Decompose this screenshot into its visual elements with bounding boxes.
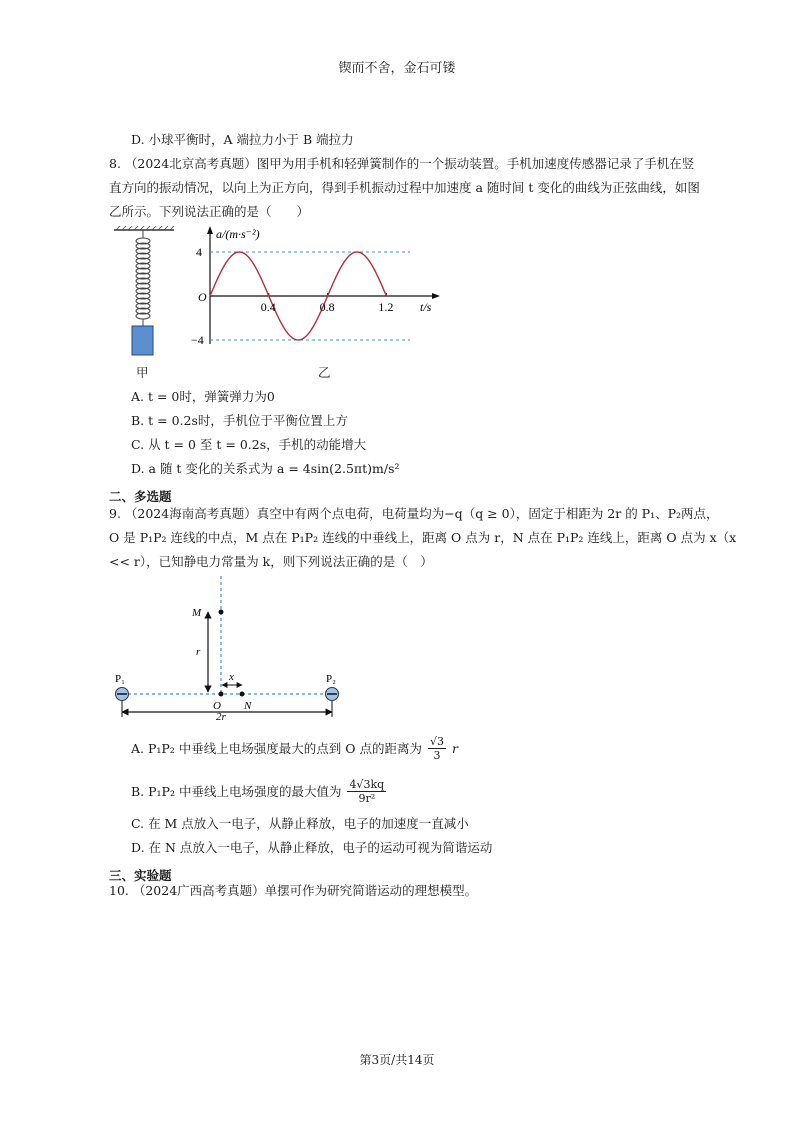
q8-option-d: D. a 随 t 变化的关系式为 a = 4sin(2.5πt)m/s² (131, 461, 400, 476)
header-motto: 锲而不舍，金石可镂 (338, 61, 456, 76)
q7-option-d: D. 小球平衡时，A 端拉力小于 B 端拉力 (131, 132, 354, 147)
q9-stem-line2: O 是 P₁P₂ 连线的中点，M 点在 P₁P₂ 连线的中垂线上，距离 O 点为 r，N 点在 P₁P₂ 连线上，距离 O 点为 x（x (109, 530, 737, 545)
q9-stem-line3: << r），已知静电力常量为 k，则下列说法正确的是（ ） (109, 554, 433, 569)
point-n-label: N (244, 700, 252, 712)
spring-device-figure (112, 226, 178, 386)
q9-option-c: C. 在 M 点放入一电子，从静止释放，电子的加速度一直减小 (131, 816, 469, 831)
point-o-label: O (213, 700, 221, 712)
q9-option-a-text: A. P₁P₂ 中垂线上电场强度最大的点到 O 点的距离为 (131, 741, 422, 756)
y-axis-arrow (207, 226, 213, 234)
x-tick-label: 0.8 (319, 300, 335, 314)
q9-option-a (131, 736, 458, 763)
page-number: 第3页/共14页 (359, 1053, 435, 1067)
q8-option-b: B. t = 0.2s时，手机位于平衡位置上方 (131, 413, 348, 428)
q9-option-a-unit: r (451, 741, 458, 756)
acceleration-time-chart (190, 224, 450, 354)
origin-label: O (198, 290, 207, 304)
q8-stem-line3: 乙所示。下列说法正确的是（ ） (109, 204, 310, 219)
q9-option-b (131, 779, 388, 806)
charge-p2-label: P₂ (326, 673, 336, 685)
fraction-max-field (347, 778, 386, 805)
q8-stem-line2: 直方向的振动情况，以向上为正方向，得到手机振动过程中加速度 a 随时间 t 变化的曲线为正弦曲线，如图 (109, 180, 700, 195)
fraction-numerator: 4√3kq (349, 778, 385, 791)
y-tick-label: −4 (191, 333, 204, 347)
x-axis-label: t/s (420, 300, 432, 314)
y-axis-label: a/(m·s⁻²) (216, 227, 260, 241)
fraction-denominator: 9r² (358, 792, 376, 805)
q10-stem-line1: 10. （2024广西高考真题）单摆可作为研究简谐运动的理想模型。 (109, 883, 478, 898)
figure-yi-label: 乙 (318, 365, 331, 380)
y-tick-label: 4 (196, 245, 202, 259)
x-axis-arrow (432, 293, 440, 299)
fraction-denominator: 3 (433, 749, 441, 762)
distance-r-label: r (196, 646, 201, 658)
q8-stem-line1: 8. （2024北京高考真题）图甲为用手机和轻弹簧制作的一个振动装置。手机加速度传感器记录了手机在竖 (109, 156, 695, 171)
fraction-numerator: √3 (429, 735, 444, 748)
figure-jia-label: 甲 (136, 365, 149, 380)
q9-option-b-text: B. P₁P₂ 中垂线上电场强度的最大值为 (131, 784, 342, 799)
fraction-sqrt3-over-3 (428, 735, 446, 762)
q8-option-a: A. t = 0时，弹簧弹力为0 (131, 389, 275, 404)
point-charges-figure (108, 572, 348, 722)
point-m-label: M (192, 607, 202, 619)
x-tick-label: 0.4 (260, 300, 276, 314)
q8-option-c: C. 从 t = 0 至 t = 0.2s，手机的动能增大 (131, 437, 367, 452)
section-experiment-title: 三、实验题 (109, 868, 172, 883)
distance-x-label: x (229, 671, 234, 683)
q9-option-d: D. 在 N 点放入一电子，从静止释放，电子的运动可视为简谐运动 (131, 840, 493, 855)
charge-p1-label: P₁ (115, 673, 125, 685)
distance-2r-label: 2r (216, 711, 226, 722)
x-tick-label: 1.2 (378, 300, 394, 314)
section-multi-choice-title: 二、多选题 (109, 489, 172, 504)
q9-stem-line1: 9. （2024海南高考真题）真空中有两个点电荷，电荷量均为−q（q ≥ 0），固定于相距为 2r 的 P₁、P₂两点， (109, 506, 719, 521)
